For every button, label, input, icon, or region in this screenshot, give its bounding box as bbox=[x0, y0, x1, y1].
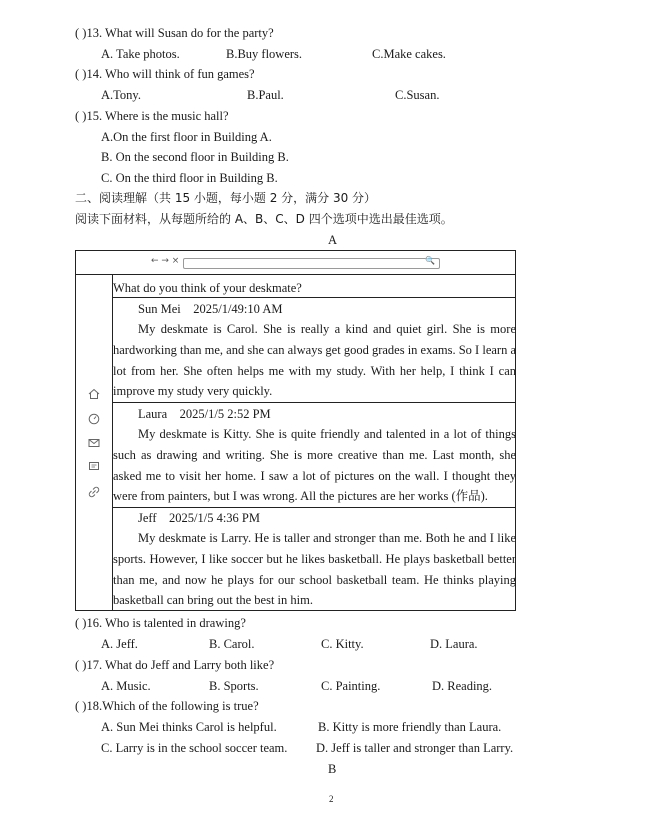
comment-icon[interactable] bbox=[88, 461, 100, 473]
page-number: 2 bbox=[329, 794, 334, 804]
q15-option-a: A.On the first floor in Building A. bbox=[101, 130, 272, 144]
passage-label-b: B bbox=[328, 762, 337, 776]
post-body: My deskmate is Larry. He is taller and stronger than me. Both he and I like sports. However, I like soccer but he likes basketball. He plays basketball better than me, and now he plays for our school basketball team. He thinks playing basketball can bring out the best in him. bbox=[113, 531, 516, 608]
question-14-stem: ( )14. Who will think of fun games? bbox=[75, 67, 255, 81]
q13-option-a: A. Take photos. bbox=[101, 47, 180, 61]
question-16-stem: ( )16. Who is talented in drawing? bbox=[75, 616, 246, 630]
q17-option-b: B. Sports. bbox=[209, 679, 259, 693]
divider-1 bbox=[113, 297, 515, 298]
passage-label-a: A bbox=[328, 233, 338, 247]
post-header bbox=[138, 406, 271, 422]
q18-option-c: C. Larry is in the school soccer team. bbox=[101, 741, 288, 755]
post-author: Jeff bbox=[138, 511, 157, 525]
home-icon[interactable] bbox=[88, 388, 100, 400]
q16-option-a: A. Jeff. bbox=[101, 637, 138, 651]
browser-toolbar bbox=[75, 250, 516, 275]
q15-option-c: C. On the third floor in Building B. bbox=[101, 171, 278, 185]
q18-option-a: A. Sun Mei thinks Carol is helpful. bbox=[101, 720, 277, 734]
q17-option-d: D. Reading. bbox=[432, 679, 493, 693]
compass-icon[interactable] bbox=[88, 413, 100, 425]
post-header bbox=[138, 301, 282, 317]
q13-option-c: C.Make cakes. bbox=[372, 47, 446, 61]
question-13-stem: ( )13. What will Susan do for the party? bbox=[75, 26, 274, 40]
q16-option-c: C. Kitty. bbox=[321, 637, 364, 651]
q14-option-c: C.Susan. bbox=[395, 88, 440, 102]
q16-option-d: D. Laura. bbox=[430, 637, 478, 651]
mail-icon[interactable] bbox=[88, 437, 100, 449]
q16-option-b: B. Carol. bbox=[209, 637, 255, 651]
q14-option-b: B.Paul. bbox=[247, 88, 284, 102]
question-15-stem: ( )15. Where is the music hall? bbox=[75, 109, 229, 123]
post-author: Laura bbox=[138, 407, 168, 421]
q15-option-b: B. On the second floor in Building B. bbox=[101, 150, 289, 164]
section-heading: 二、阅读理解（共 15 小题，每小题 2 分，满分 30 分） bbox=[75, 191, 377, 205]
address-bar[interactable] bbox=[183, 258, 440, 269]
post-header bbox=[138, 510, 260, 526]
q17-option-c: C. Painting. bbox=[321, 679, 381, 693]
search-icon[interactable]: 🔍 bbox=[425, 256, 435, 265]
q18-option-b: B. Kitty is more friendly than Laura. bbox=[318, 720, 502, 734]
q13-option-b: B.Buy flowers. bbox=[226, 47, 303, 61]
q18-option-d: D. Jeff is taller and stronger than Larry. bbox=[316, 741, 514, 755]
q17-option-a: A. Music. bbox=[101, 679, 151, 693]
question-18-stem: ( )18.Which of the following is true? bbox=[75, 699, 259, 713]
question-17-stem: ( )17. What do Jeff and Larry both like? bbox=[75, 658, 275, 672]
q14-option-a: A.Tony. bbox=[101, 88, 141, 102]
post-body: My deskmate is Kitty. She is quite friendly and talented in a lot of things such as drawing and writing. She is more creative than me. Last month, she asked me to visit her home. I saw a lot of pictures on the wall. I thought they were from painters, but I was wrong. All the pictures are her works (作品). bbox=[113, 427, 516, 504]
post-body: My deskmate is Carol. She is really a kind and quiet girl. She is more hardworking than me, and she can always get good grades in exams. So I learn a lot from her. She often helps me with my study. With her help, I think I can improve my study very quickly. bbox=[113, 322, 516, 399]
link-icon[interactable] bbox=[88, 486, 100, 498]
section-instruction: 阅读下面材料，从每题所给的 A、B、C、D 四个选项中选出最佳选项。 bbox=[75, 212, 453, 226]
forum-question: What do you think of your deskmate? bbox=[113, 281, 302, 295]
post-timestamp: 2025/1/5 4:36 PM bbox=[169, 511, 261, 525]
post-author: Sun Mei bbox=[138, 302, 181, 316]
browser-nav-controls[interactable]: ← → × bbox=[151, 256, 180, 266]
post-timestamp: 2025/1/5 2:52 PM bbox=[179, 407, 271, 421]
post-timestamp: 2025/1/49:10 AM bbox=[193, 302, 283, 316]
forum-sidebar bbox=[76, 275, 113, 610]
